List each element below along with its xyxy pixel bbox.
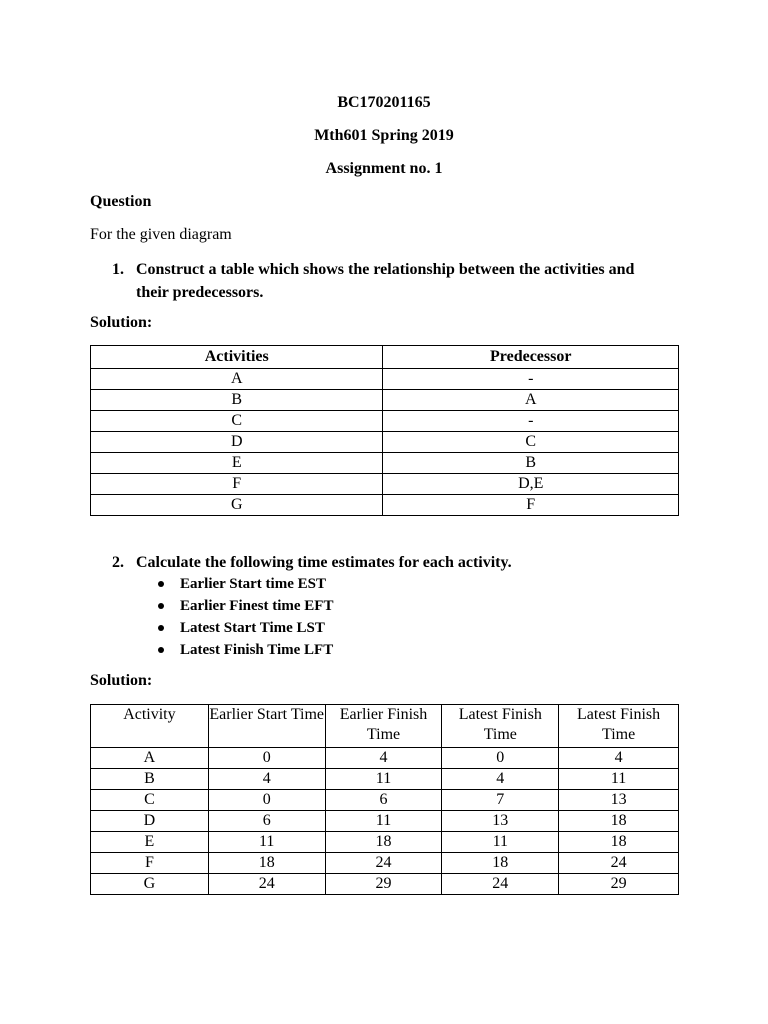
table-cell: 29 xyxy=(325,874,442,895)
activity-cell: B xyxy=(91,390,383,411)
solution-1-label: Solution: xyxy=(90,314,153,331)
activity-cell: F xyxy=(91,474,383,495)
solution-2-label: Solution: xyxy=(90,672,153,689)
table-cell: 7 xyxy=(442,790,559,811)
table-row xyxy=(91,832,679,853)
table-cell: 4 xyxy=(325,748,442,769)
table-cell: 0 xyxy=(442,748,559,769)
table-cell: 0 xyxy=(208,790,325,811)
table-cell: C xyxy=(91,790,209,811)
list-item: Latest Finish Time LFT xyxy=(152,639,333,661)
table-cell: 11 xyxy=(325,811,442,832)
activity-cell: C xyxy=(91,411,383,432)
table-row xyxy=(91,453,679,474)
time-estimates-table xyxy=(90,704,679,895)
header-activities: Activities xyxy=(91,346,383,369)
table-cell: 13 xyxy=(559,790,679,811)
table-cell: 29 xyxy=(559,874,679,895)
predecessor-cell: C xyxy=(383,432,679,453)
table-cell: G xyxy=(91,874,209,895)
table-cell: A xyxy=(91,748,209,769)
header-earlier-finish-time: Earlier Finish Time xyxy=(325,705,442,748)
table-cell: 11 xyxy=(442,832,559,853)
assignment-title: Assignment no. 1 xyxy=(325,160,443,177)
question-2-number: 2. xyxy=(112,554,124,571)
table-row xyxy=(91,790,679,811)
header-predecessor: Predecessor xyxy=(383,346,679,369)
table-cell: 24 xyxy=(325,853,442,874)
table-cell: 4 xyxy=(442,769,559,790)
table-row xyxy=(91,769,679,790)
activity-cell: A xyxy=(91,369,383,390)
header-earlier-start-time: Earlier Start Time xyxy=(208,705,325,748)
course-title: Mth601 Spring 2019 xyxy=(314,127,454,144)
list-item: Earlier Start time EST xyxy=(152,573,333,595)
predecessor-cell: - xyxy=(383,411,679,432)
table-cell: 18 xyxy=(442,853,559,874)
table-cell: 18 xyxy=(559,832,679,853)
table-cell: 18 xyxy=(325,832,442,853)
time-estimate-list xyxy=(152,573,333,661)
question-1-number: 1. xyxy=(112,261,124,278)
predecessor-cell: B xyxy=(383,453,679,474)
table-cell: 24 xyxy=(208,874,325,895)
table-cell: 4 xyxy=(559,748,679,769)
header-activity: Activity xyxy=(91,705,209,748)
table-cell: 24 xyxy=(442,874,559,895)
predecessor-cell: D,E xyxy=(383,474,679,495)
table-cell: 18 xyxy=(208,853,325,874)
predecessor-table xyxy=(90,345,679,516)
table-cell: B xyxy=(91,769,209,790)
bullet-icon xyxy=(158,581,164,587)
table-cell: 18 xyxy=(559,811,679,832)
predecessor-cell: - xyxy=(383,369,679,390)
table-cell: 11 xyxy=(208,832,325,853)
bullet-icon xyxy=(158,625,164,631)
student-id: BC170201165 xyxy=(337,94,431,111)
question-1-text: Construct a table which shows the relationship between the activities and their predecessors. xyxy=(136,261,635,301)
table-cell: F xyxy=(91,853,209,874)
table-cell: E xyxy=(91,832,209,853)
table-cell: 11 xyxy=(559,769,679,790)
table-cell: D xyxy=(91,811,209,832)
table-cell: 11 xyxy=(325,769,442,790)
table-row xyxy=(91,390,679,411)
table-row xyxy=(91,811,679,832)
table-cell: 0 xyxy=(208,748,325,769)
bullet-icon xyxy=(158,603,164,609)
table-header-row xyxy=(91,705,679,748)
header-latest-finish-time-2: Latest Finish Time xyxy=(559,705,679,748)
table-header-row xyxy=(91,346,679,369)
table-row xyxy=(91,432,679,453)
intro-text: For the given diagram xyxy=(90,226,232,243)
predecessor-cell: A xyxy=(383,390,679,411)
list-item: Latest Start Time LST xyxy=(152,617,333,639)
table-row xyxy=(91,474,679,495)
table-row xyxy=(91,748,679,769)
activity-cell: G xyxy=(91,495,383,516)
predecessor-cell: F xyxy=(383,495,679,516)
table-cell: 6 xyxy=(325,790,442,811)
bullet-icon xyxy=(158,647,164,653)
table-cell: 6 xyxy=(208,811,325,832)
table-cell: 13 xyxy=(442,811,559,832)
activity-cell: D xyxy=(91,432,383,453)
table-cell: 24 xyxy=(559,853,679,874)
table-row xyxy=(91,495,679,516)
list-item: Earlier Finest time EFT xyxy=(152,595,333,617)
table-cell: 4 xyxy=(208,769,325,790)
question-2-text: Calculate the following time estimates for each activity. xyxy=(136,554,512,571)
table-row xyxy=(91,411,679,432)
header-latest-finish-time: Latest Finish Time xyxy=(442,705,559,748)
table-row xyxy=(91,874,679,895)
table-row xyxy=(91,853,679,874)
activity-cell: E xyxy=(91,453,383,474)
question-heading: Question xyxy=(90,193,152,210)
table-row xyxy=(91,369,679,390)
